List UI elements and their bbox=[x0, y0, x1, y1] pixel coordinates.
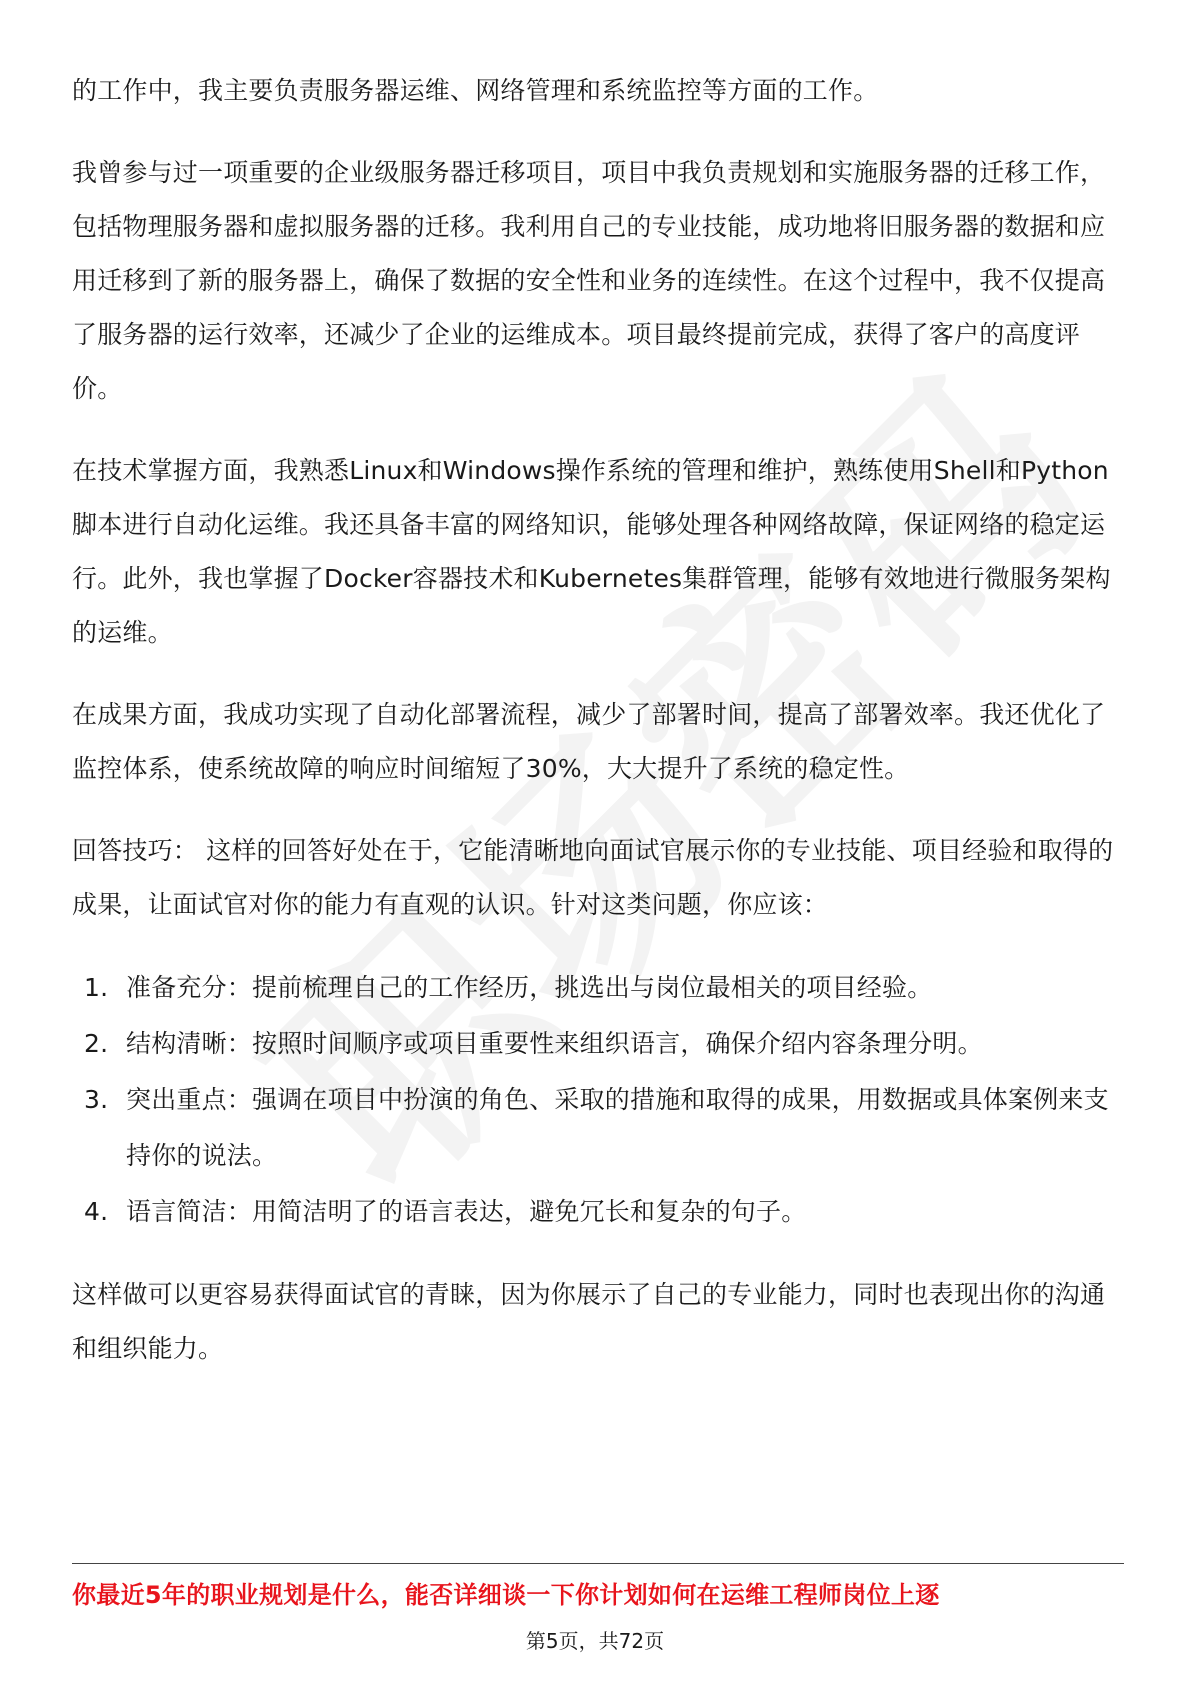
paragraph-answer-tips: 回答技巧： 这样的回答好处在于，它能清晰地向面试官展示你的专业技能、项目经验和取得的成果，让面试官对你的能力有直观的认识。针对这类问题，你应该： bbox=[72, 836, 1114, 919]
list-item-number: 4. bbox=[84, 1197, 109, 1226]
body-content bbox=[72, 64, 1122, 1376]
list-item-number: 2. bbox=[84, 1029, 109, 1058]
list-item-text: 结构清晰：按照时间顺序或项目重要性来组织语言，确保介绍内容条理分明。 bbox=[126, 1029, 983, 1058]
list-item-number: 3. bbox=[84, 1085, 109, 1114]
list-item-number: 1. bbox=[84, 973, 109, 1002]
paragraph-intro-continued: 的工作中，我主要负责服务器运维、网络管理和系统监控等方面的工作。 bbox=[72, 76, 879, 105]
paragraph-achievements: 在成果方面，我成功实现了自动化部署流程，减少了部署时间，提高了部署效率。我还优化了监控体系，使系统故障的响应时间缩短了30%，大大提升了系统的稳定性。 bbox=[72, 700, 1106, 783]
page-number: 第5页，共72页 bbox=[525, 1629, 665, 1653]
paragraph-closing: 这样做可以更容易获得面试官的青睐，因为你展示了自己的专业能力，同时也表现出你的沟通和组织能力。 bbox=[72, 1280, 1106, 1363]
next-question-heading: 你最近5年的职业规划是什么，能否详细谈一下你计划如何在运维工程师岗位上逐 bbox=[72, 1581, 940, 1609]
list-item bbox=[72, 960, 1122, 1016]
list-item bbox=[72, 1184, 1122, 1240]
list-item-text: 语言简洁：用简洁明了的语言表达，避免冗长和复杂的句子。 bbox=[126, 1197, 807, 1226]
paragraph-technical-skills: 在技术掌握方面，我熟悉Linux和Windows操作系统的管理和维护，熟练使用Shell和Python脚本进行自动化运维。我还具备丰富的网络知识，能够处理各种网络故障，保证网络的稳定运行。此外，我也掌握了Docker容器技术和Kubernetes集群管理，能够有效地进行微服务架构的运维。 bbox=[72, 456, 1111, 647]
section-divider bbox=[72, 1563, 1124, 1564]
list-item-text: 准备充分：提前梳理自己的工作经历，挑选出与岗位最相关的项目经验。 bbox=[126, 973, 933, 1002]
tips-list bbox=[72, 960, 1122, 1240]
list-item-text: 突出重点：强调在项目中扮演的角色、采取的措施和取得的成果，用数据或具体案例来支持你的说法。 bbox=[126, 1085, 1109, 1170]
paragraph-project-experience: 我曾参与过一项重要的企业级服务器迁移项目，项目中我负责规划和实施服务器的迁移工作，包括物理服务器和虚拟服务器的迁移。我利用自己的专业技能，成功地将旧服务器的数据和应用迁移到了新的服务器上，确保了数据的安全性和业务的连续性。在这个过程中，我不仅提高了服务器的运行效率，还减少了企业的运维成本。项目最终提前完成，获得了客户的高度评价。 bbox=[72, 158, 1106, 403]
list-item bbox=[72, 1016, 1122, 1072]
list-item bbox=[72, 1072, 1122, 1184]
